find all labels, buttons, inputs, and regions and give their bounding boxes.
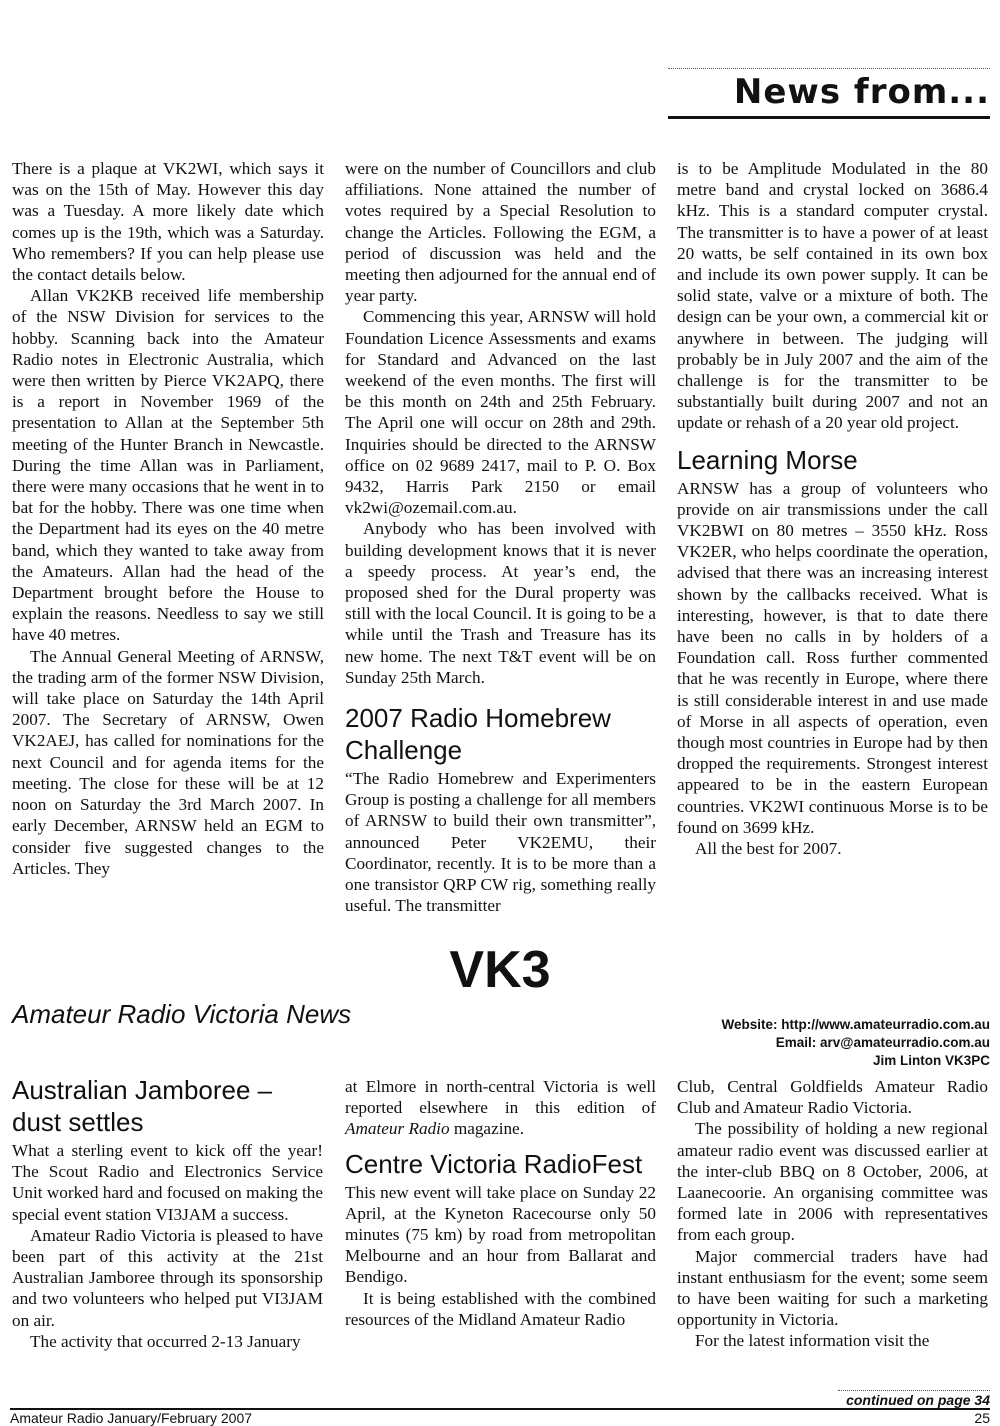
arv-section-title: Amateur Radio Victoria News xyxy=(12,999,352,1029)
paragraph: The possibility of holding a new regional amateur radio event was discussed earlier at the inter-club BBQ on 8 October, 2006, at Laanecoorie. An organising committee was formed late in 2006 with representatives from each group. xyxy=(677,1119,988,1245)
paragraph: were on the number of Councillors and club affiliations. None attained the number of votes required by a Special Resolution to change the Articles. Following the EGM, a period of discussion was held and the meeting then adjourned for the annual end of year party. xyxy=(345,159,656,306)
paragraph: Commencing this year, ARNSW will hold Foundation Licence Assessments and exams for Standard and Advanced on the last weekend of the even months. The first will be this month on 24th and 25th February. The April one will occur on 28th and 29th. Inquiries should be directed to the ARNSW office on 02 9689 2417, mail to P. O. Box 9432, Harris Park 2150 or email vk2wi@ozemail.com.au. xyxy=(345,307,656,518)
paragraph: What a sterling event to kick off the year! The Scout Radio and Electronics Service Unit worked hard and focused on making the special event station VI3JAM a success. xyxy=(12,1141,323,1224)
banner-rule xyxy=(668,68,990,69)
heading-learning-morse: Learning Morse xyxy=(677,444,858,475)
vk3-column-1 xyxy=(12,1072,323,1352)
author-byline: Jim Linton VK3PC xyxy=(872,1053,990,1068)
paragraph: is to be Amplitude Modulated in the 80 metre band and crystal locked on 3686.4 kHz. This is a standard computer crystal. The transmitter is to have a power of at least 20 watts, be self contained in its own box and include its own power supply. It can be solid state, valve or a mixture of both. The design can be your own, a commercial kit or anywhere in between. The judging will probably be in July 2007 and the aim of the challenge is for the transmitter to be substantially built during 2007 and not an update or rehash of a 20 year old project. xyxy=(677,159,988,433)
continued-link[interactable]: continued on page 34 xyxy=(846,1392,990,1408)
paragraph: Allan VK2KB received life membership of the NSW Division for services to the hobby. Scanning back into the Amateur Radio notes in Electronic Australia, which were then written by Pierce VK2APQ, there is a report in November 1969 of the presentation to Allan at the September 5th meeting of the Hunter Branch in Newcastle. During the time Allan was in Parliament, there were many occasions that he went in to bat for the hobby. There was one time when the Department had its eyes on the 40 metre band, which they wanted to take away from the Amateurs. Allan had the head of the Department brought before the House to explain the reasons. Needless to say we still have 40 metres. xyxy=(12,286,324,645)
paragraph: It is being established with the combined resources of the Midland Amateur Radio xyxy=(345,1288,656,1329)
paragraph: “The Radio Homebrew and Experimenters Group is posting a challenge for all members of ARNSW to build their own transmitter”, announced Peter VK2EMU, their Coordinator, recently. It is to be more than a one transistor QRP CW rig, something really useful. The transmitter xyxy=(345,769,656,916)
vk3-column-3 xyxy=(677,1076,988,1352)
vk3-column-2 xyxy=(345,1076,656,1330)
heading-jamboree: Australian Jamboree – dust settles xyxy=(12,1075,273,1137)
paragraph: Anybody who has been involved with building development knows that it is never a speedy process. At year’s end, the proposed shed for the Dural property was still with the local Council. It is going to be a while until the Trash and Treasure has its new home. The next T&T event will be on Sunday 25th March. xyxy=(345,519,656,687)
website-link: Website: http://www.amateurradio.com.au xyxy=(721,1017,990,1032)
paragraph: Major commercial traders have had instant enthusiasm for the event; some seem to have been waiting for such a marketing opportunity in Victoria. xyxy=(677,1246,988,1330)
section-banner: News from... xyxy=(733,72,990,112)
email-link: Email: arv@amateurradio.com.au xyxy=(775,1035,990,1050)
heading-radiofest: Centre Victoria RadioFest xyxy=(345,1148,643,1179)
paragraph: All the best for 2007. xyxy=(695,839,842,859)
paragraph: This new event will take place on Sunday 22 April, at the Kyneton Racecourse only 50 minutes (75 km) by road from metropolitan Melbourne and an hour from Ballarat and Bendigo. xyxy=(345,1182,656,1287)
paragraph-lead: at Elmore in north-central Victoria is well reported elsewhere in this edition of xyxy=(345,1077,656,1118)
contact-block xyxy=(640,1016,990,1070)
paragraph: Club, Central Goldfields Amateur Radio Club and Amateur Radio Victoria. xyxy=(677,1077,988,1118)
paragraph xyxy=(345,1076,656,1140)
continued-rule xyxy=(838,1390,990,1391)
paragraph-tail: magazine. xyxy=(449,1119,524,1139)
nsw-column-1 xyxy=(12,158,324,879)
banner-underline xyxy=(668,116,990,119)
magazine-name: Amateur Radio xyxy=(345,1119,450,1139)
paragraph: The activity that occurred 2-13 January xyxy=(30,1331,301,1351)
nsw-column-3 xyxy=(677,158,988,859)
footer-publication: Amateur Radio January/February 2007 xyxy=(10,1410,253,1426)
paragraph: For the latest information visit the xyxy=(695,1331,930,1351)
paragraph: ARNSW has a group of volunteers who provide on air transmissions under the call VK2BWI on 80 metres – 3550 kHz. Ross VK2ER, who helps coordinate the operation, advised that there was an increasing interest shown by the callbacks received. What is interesting, however, is that to date there have been no calls in by holders of a Foundation call. Ross further commented that he was recently in Europe, where there is still considerable interest in and use made of Morse in all aspects of operation, even though most countries in Europe had by then dropped the requirements. Strongest interest appeared to be in the eastern European countries. VK2WI continuous Morse is to be found on 3699 kHz. xyxy=(677,478,988,837)
heading-homebrew: 2007 Radio Homebrew Challenge xyxy=(345,703,611,766)
paragraph: The Annual General Meeting of ARNSW, the trading arm of the former NSW Division, will take place on Saturday the 14th April 2007. The Secretary of ARNSW, Owen VK2AEJ, has called for nominations for the next Council and for agenda items for the meeting. The close for these will be at 12 noon on Saturday the 3rd March 2007. In early December, ARNSW held an EGM to consider five suggested changes to the Articles. They xyxy=(12,646,324,878)
page-number: 25 xyxy=(974,1410,990,1426)
paragraph: There is a plaque at VK2WI, which says it was on the 15th of May. However this day was a Tuesday. A more likely date which comes up is the 19th, which was a Saturday. Who remembers? If you can help please use the contact details below. xyxy=(12,159,324,285)
paragraph: Amateur Radio Victoria is pleased to have been part of this activity at the 21st Australian Jamboree through its sponsorship and two volunteers who helped put VI3JAM on air. xyxy=(12,1225,323,1330)
nsw-column-2 xyxy=(345,158,656,917)
vk3-title: VK3 xyxy=(449,941,551,999)
